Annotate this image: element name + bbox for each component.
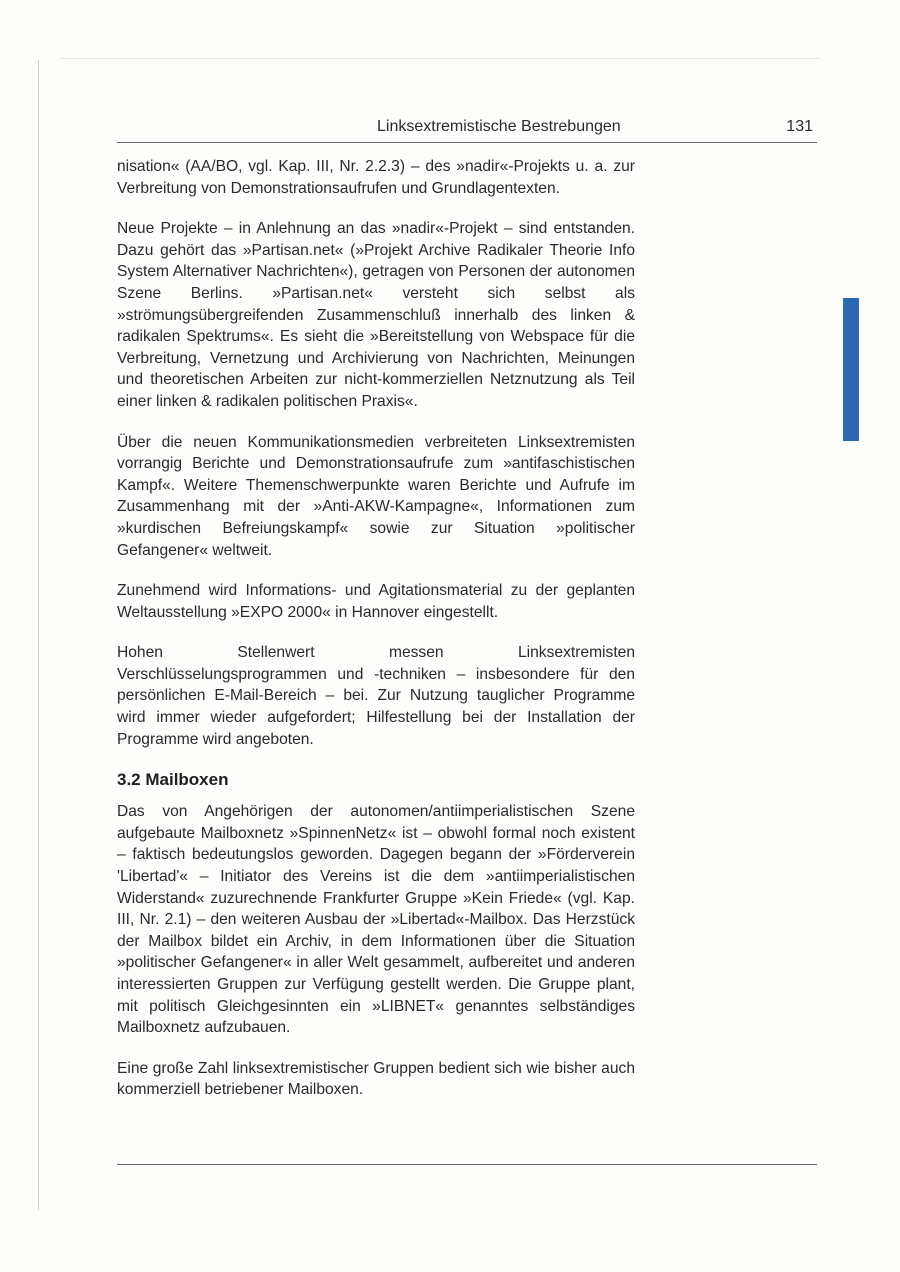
scan-edge-shadow [38, 60, 39, 1210]
running-header [117, 118, 817, 140]
paragraph-spinnennetz: Das von Angehörigen der autonomen/antiimperialistischen Szene aufgebaute Mailboxnetz »SpinnenNetz« ist – obwohl formal noch existent – faktisch bedeutungslos geworden. Dagegen begann der »Förderverein 'Libertad'« – Initiator des Vereins ist die dem »antiimperialistischen Widerstand« zuzurechnende Frankfurter Gruppe »Kein Friede« (vgl. Kap. III, Nr. 2.1) – den weiteren Ausbau der »Libertad«-Mailbox. Das Herzstück der Mailbox bildet ein Archiv, in dem Informationen über die Situation »politischer Gefangener« in aller Welt gesammelt, aufbereitet und anderen interessierten Gruppen zur Verfügung gestellt werden. Die Gruppe plant, mit politisch Gleichgesinnten ein »LIBNET« genanntes selbständiges Mailboxnetz aufzubauen. [117, 803, 635, 1037]
paragraph-encryption: Hohen Stellenwert messen Linksextremisten Verschlüsselungsprogrammen und -techniken – insbesondere für den persönlichen E-Mail-Bereich – bei. Zur Nutzung tauglicher Programme wird immer wieder aufgefordert; Hilfestellung bei der Installation der Programme wird angeboten. [117, 644, 635, 748]
scan-top-edge [60, 58, 820, 59]
page-body [117, 156, 635, 1120]
paragraph-commercial-mailboxes: Eine große Zahl linksextremistischer Gruppen bedient sich wie bisher auch kommerziell betriebener Mailboxen. [117, 1059, 635, 1099]
footer-rule [117, 1164, 817, 1165]
header-rule [117, 142, 817, 143]
paragraph-partisan-net: Neue Projekte – in Anlehnung an das »nadir«-Projekt – sind entstanden. Dazu gehört das »Partisan.net« (»Projekt Archive Radikaler Theorie Info System Alternativer Nachrichten«), getragen von Personen der autonomen Szene Berlins. »Partisan.net« versteht sich selbst als »strömungsübergreifenden Zusammenschluß innerhalb des linken & radikalen Spektrums«. Es sieht die »Bereitstellung von Webspace für die Verbreitung, Vernetzung und Archivierung von Nachrichten, Meinungen und theoretischen Arbeiten zur nicht-kommerziellen Netznutzung als Teil einer linken & radikalen politischen Praxis«. [117, 220, 635, 410]
section-heading-mailboxen: 3.2 Mailboxen [117, 770, 229, 790]
paragraph-expo-2000: Zunehmend wird Informations- und Agitationsmaterial zu der geplanten Weltausstellung »EXPO 2000« in Hannover eingestellt. [117, 582, 635, 621]
running-header-title: Linksextremistische Bestrebungen [377, 118, 621, 135]
page-number: 131 [786, 118, 813, 135]
chapter-thumb-tab [843, 298, 859, 441]
paragraph-continuation: nisation« (AA/BO, vgl. Kap. III, Nr. 2.2.3) – des »nadir«-Projekts u. a. zur Verbreitung von Demonstrationsaufrufen und Grundlagentexten. [117, 158, 635, 197]
paragraph-communication-media: Über die neuen Kommunikationsmedien verbreiteten Linksextremisten vorrangig Berichte und Demonstrationsaufrufe zum »antifaschistischen Kampf«. Weitere Themenschwerpunkte waren Berichte und Aufrufe im Zusammenhang mit der »Anti-AKW-Kampagne«, Informationen zum »kurdischen Befreiungskampf« sowie zur Situation »politischer Gefangener« weltweit. [117, 433, 635, 559]
